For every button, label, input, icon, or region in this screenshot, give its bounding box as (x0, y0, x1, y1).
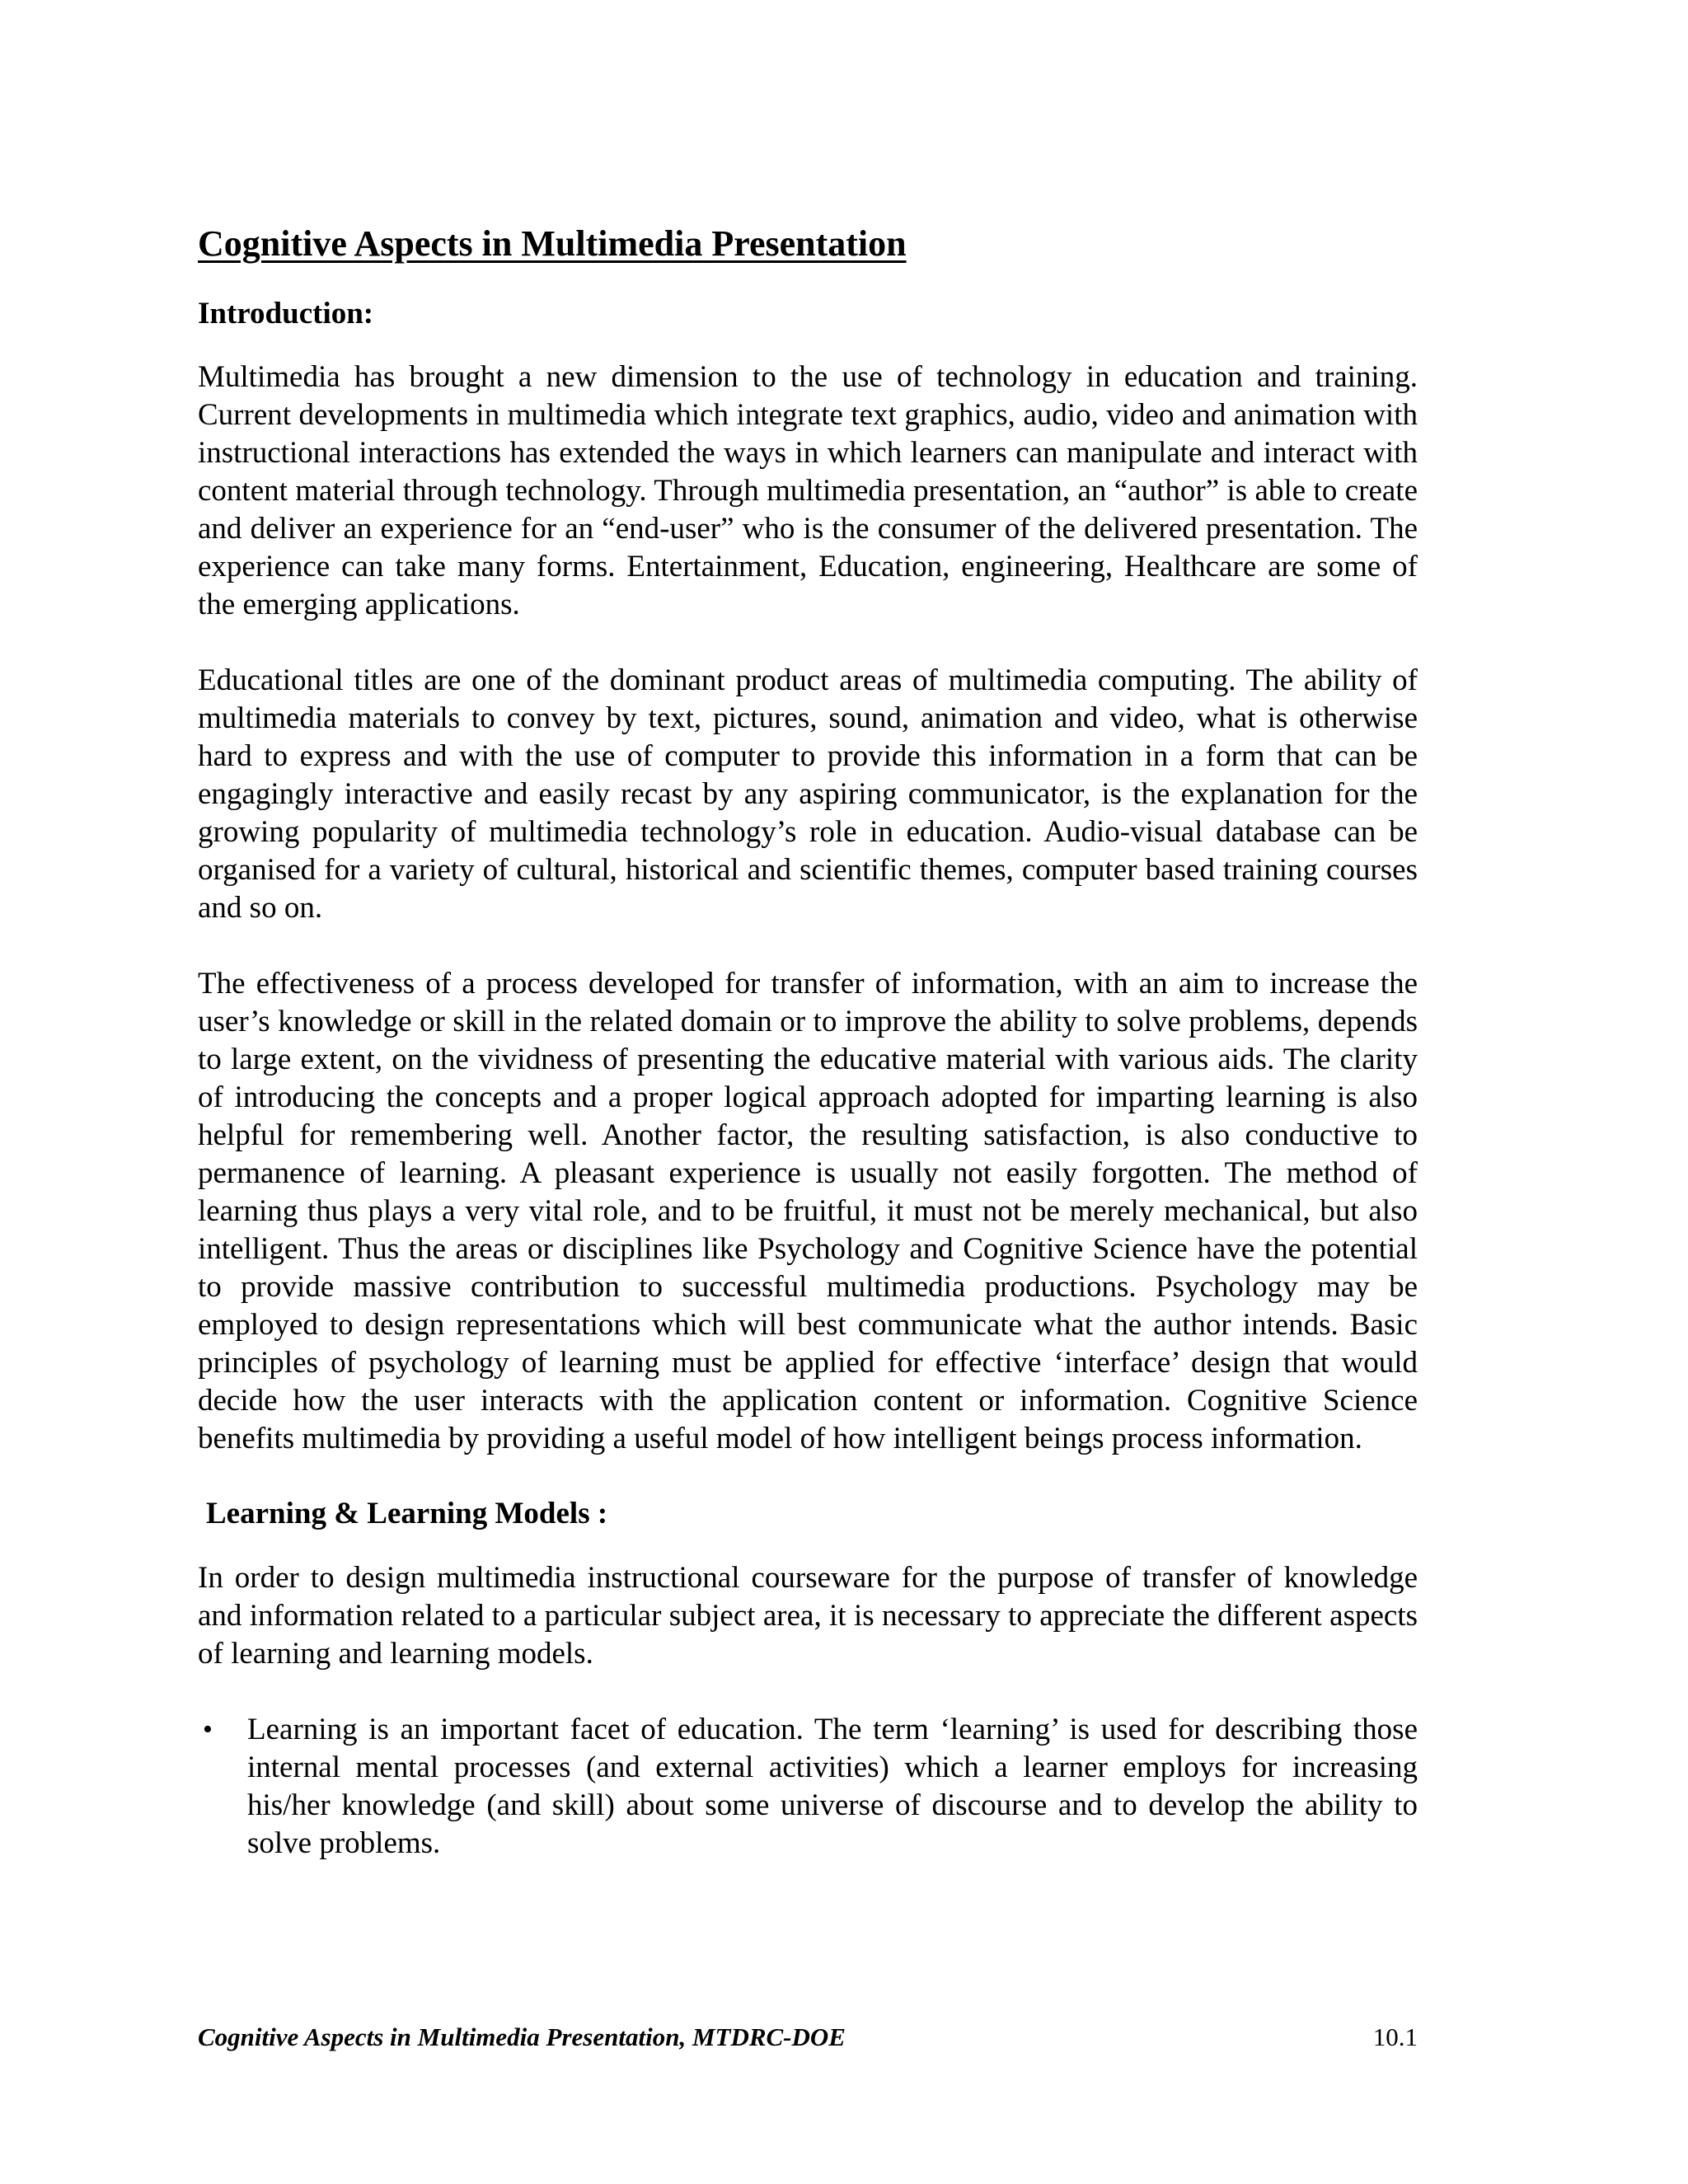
bullet-text: Learning is an important facet of education. The term ‘learning’ is used for describing those internal mental processes (and external activities) which a learner employs for increasing his/her knowledge (and skill) about some universe of discourse and to develop the ability to solve problems. (247, 1712, 1418, 1860)
list-item (198, 1711, 1418, 1863)
intro-paragraph-1: Multimedia has brought a new dimension to the use of technology in education and training. Current developments in multimedia which integrate text graphics, audio, video and animation with instructional interactions has extended the ways in which learners can manipulate and interact with content material through technology. Through multimedia presentation, an “author” is able to create and deliver an experience for an “end-user” who is the consumer of the delivered presentation. The experience can take many forms. Entertainment, Education, engineering, Healthcare are some of the emerging applications. (198, 360, 1418, 622)
learning-bullet-list (198, 1711, 1418, 1863)
learning-paragraph-1: In order to design multimedia instructional courseware for the purpose of transfer of knowledge and information related to a particular subject area, it is necessary to appreciate the different aspects of learning and learning models. (198, 1560, 1418, 1671)
learning-models-heading: Learning & Learning Models : (206, 1497, 608, 1531)
intro-paragraph-2: Educational titles are one of the dominant product areas of multimedia computing. The ability of multimedia materials to convey by text, pictures, sound, animation and video, what is otherwise hard to express and with the use of computer to provide this information in a form that can be engagingly interactive and easily recast by any aspiring communicator, is the explanation for the growing popularity of multimedia technology’s role in education. Audio-visual database can be organised for a variety of cultural, historical and scientific themes, computer based training courses and so on. (198, 663, 1418, 926)
document-body (198, 223, 1418, 1863)
intro-paragraph-3: The effectiveness of a process developed for transfer of information, with an aim to increase the user’s knowledge or skill in the related domain or to improve the ability to solve problems, depends to large extent, on the vividness of presenting the educative material with various aids. The clarity of introducing the concepts and a proper logical approach adopted for imparting learning is also helpful for remembering well. Another factor, the resulting satisfaction, is also conductive to permanence of learning. A pleasant experience is usually not easily forgotten. The method of learning thus plays a very vital role, and to be fruitful, it must not be merely mechanical, but also intelligent. Thus the areas or disciplines like Psychology and Cognitive Science have the potential to provide massive contribution to successful multimedia productions. Psychology may be employed to design representations which will best communicate what the author intends. Basic principles of psychology of learning must be applied for effective ‘interface’ design that would decide how the user interacts with the application content or information. Cognitive Science benefits multimedia by providing a useful model of how intelligent beings process information. (198, 967, 1418, 1456)
footer-document-title: Cognitive Aspects in Multimedia Presentation, MTDRC-DOE (198, 2022, 846, 2051)
bullet-icon: • (203, 1713, 213, 1745)
page-number: 10.1 (1372, 2022, 1418, 2051)
introduction-heading: Introduction: (198, 296, 374, 330)
page-title: Cognitive Aspects in Multimedia Presentation (198, 223, 907, 264)
